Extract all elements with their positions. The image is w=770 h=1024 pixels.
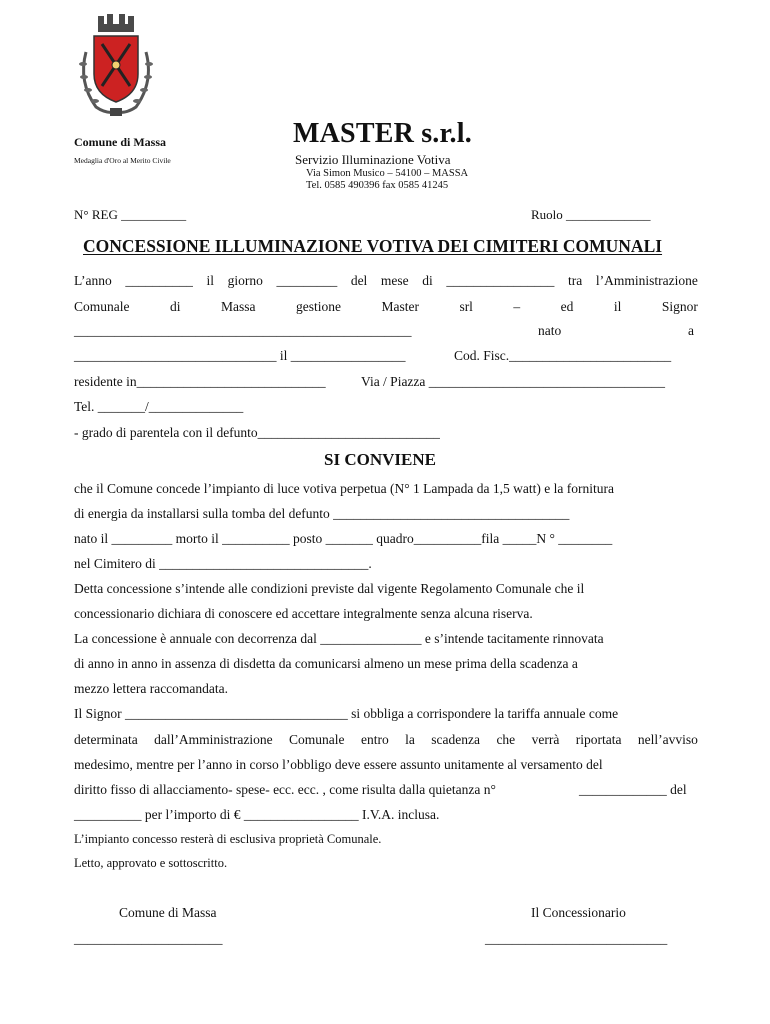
company-phone: Tel. 0585 490396 fax 0585 41245 (306, 180, 449, 191)
signature-right-line[interactable]: ___________________________ (485, 931, 668, 946)
body-line: mezzo lettera raccomandata. (74, 681, 229, 696)
via-piazza-field[interactable]: Via / Piazza ___________________________________ (361, 374, 666, 389)
cod-fisc-field[interactable]: Cod. Fisc.________________________ (454, 348, 672, 363)
body-line[interactable]: di energia da installarsi sulla tomba del defunto ___________________________________ (74, 506, 570, 521)
medaglia-label: Medaglia d'Oro al Merito Civile (74, 156, 171, 165)
signature-right-label: Il Concessionario (531, 905, 626, 920)
reg-field[interactable]: N° REG __________ (74, 207, 187, 222)
tel-field[interactable]: Tel. _______/______________ (74, 399, 244, 414)
parentela-field[interactable]: - grado di parentela con il defunto___________________________ (74, 425, 440, 440)
body-line: concessionario dichiara di conoscere ed accettare integralmente senza alcuna riserva. (74, 606, 533, 621)
body-line: Letto, approvato e sottoscritto. (74, 856, 228, 870)
body-line[interactable]: nel Cimitero di _______________________________. (74, 556, 372, 571)
body-line: determinata dall’Amministrazione Comunale entro la scadenza che verrà riportata nell’avviso (74, 732, 698, 747)
form-line-1[interactable]: L’anno __________ il giorno _________ del mese di ________________ tra l’Amministrazione (74, 273, 698, 288)
body-line[interactable]: Il Signor _________________________________ si obbliga a corrispondere la tariffa annuale come (74, 706, 619, 721)
body-line: di anno in anno in assenza di disdetta da comunicarsi almeno un mese prima della scadenza a (74, 656, 578, 671)
quietanza-label: diritto fisso di allacciamento- spese- ecc. ecc. , come risulta dalla quietanza n° (74, 782, 496, 797)
crown-icon (98, 14, 134, 32)
a-label: a (688, 323, 694, 338)
body-line[interactable]: __________ per l’importo di € _________________ I.V.A. inclusa. (74, 807, 440, 822)
residente-field[interactable]: residente in____________________________ (74, 374, 326, 389)
company-address: Via Simon Musico – 54100 – MASSA (306, 168, 469, 179)
body-line[interactable] (74, 782, 698, 798)
document-title: CONCESSIONE ILLUMINAZIONE VOTIVA DEI CIMITERI COMUNALI (83, 236, 663, 256)
birth-place-date-field[interactable]: ______________________________ il _________________ (74, 348, 406, 363)
si-conviene-heading: SI CONVIENE (324, 450, 436, 469)
quietanza-field[interactable]: _____________ del (579, 782, 687, 797)
signor-name-field[interactable]: __________________________________________________ (74, 323, 412, 338)
body-line: L’impianto concesso resterà di esclusiva proprietà Comunale. (74, 832, 382, 846)
form-line-3[interactable] (74, 323, 698, 339)
body-line: medesimo, mentre per l’anno in corso l’obbligo deve essere assunto unitamente al versamento del (74, 757, 603, 772)
company-name: MASTER s.r.l. (293, 118, 472, 149)
form-line-5[interactable] (74, 374, 698, 390)
body-line: che il Comune concede l’impianto di luce votiva perpetua (N° 1 Lampada da 1,5 watt) e la fornitura (74, 481, 614, 496)
form-line-4[interactable] (74, 348, 698, 364)
signature-left-line[interactable]: ______________________ (74, 931, 223, 946)
comune-label: Comune di Massa (74, 135, 167, 149)
form-line-2: Comunale di Massa gestione Master srl – ed il Signor (74, 299, 698, 314)
ruolo-field[interactable]: Ruolo _____________ (531, 207, 651, 222)
body-line[interactable]: La concessione è annuale con decorrenza dal _______________ e s’intende tacitamente rinnovata (74, 631, 604, 646)
nato-label: nato (538, 323, 562, 338)
body-line: Detta concessione s’intende alle condizioni previste dal vigente Regolamento Comunale che il (74, 581, 585, 596)
body-line[interactable]: nato il _________ morto il __________ posto _______ quadro__________fila _____N ° ________ (74, 531, 613, 546)
servizio-label: Servizio Illuminazione Votiva (295, 152, 451, 167)
comune-di-massa-crest (76, 12, 156, 122)
signature-left-label: Comune di Massa (119, 905, 217, 920)
